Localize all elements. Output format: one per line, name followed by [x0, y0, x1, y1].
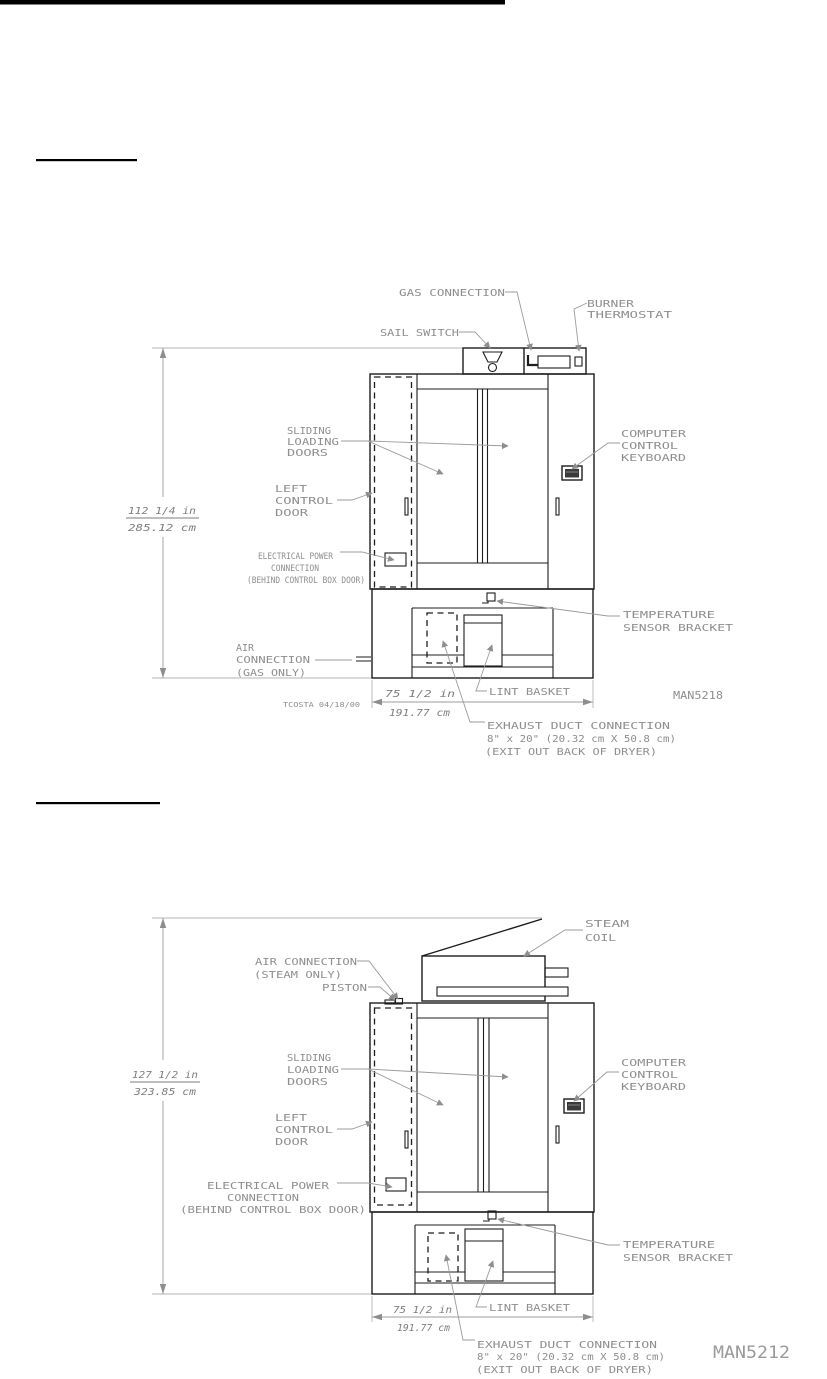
label-exhaust-duct: EXHAUST DUCT CONNECTION: [487, 721, 670, 732]
exhaust-duct-outline: [428, 1233, 458, 1281]
label-left-control-door: LEFT: [275, 1113, 307, 1124]
d2-width-dimension: [372, 1296, 593, 1334]
label-burner-thermostat: THERMOSTAT: [587, 310, 672, 321]
duct-diagonal: [422, 919, 542, 956]
label-sail-switch: SAIL SWITCH: [380, 328, 459, 339]
drawing-code-man5212: MAN5212: [713, 1343, 790, 1363]
sail-switch-funnel: [483, 352, 502, 362]
label-sliding-doors: DOORS: [287, 1077, 328, 1088]
left-control-door-outline: [375, 1008, 412, 1205]
label-left-control-door: DOOR: [275, 1137, 310, 1148]
label-temperature-sensor: TEMPERATURE: [623, 1240, 715, 1251]
gas-pipe: [528, 355, 538, 365]
label-lint-basket: LINT BASKET: [489, 687, 570, 698]
label-air-connection: CONNECTION: [236, 655, 310, 666]
label-air-connection: (STEAM ONLY): [254, 970, 342, 981]
door-handle: [405, 1131, 408, 1148]
label-electrical-power: (BEHIND CONTROL BOX DOOR): [180, 1205, 366, 1216]
steam-dryer-diagram: [122, 918, 790, 1376]
electrical-connection-box: [386, 1178, 406, 1191]
label-sliding-doors: LOADING: [287, 437, 339, 448]
label-sliding-doors: SLIDING: [287, 426, 331, 437]
label-sliding-doors: LOADING: [287, 1065, 339, 1076]
d2-cabinet: [370, 1003, 594, 1212]
d1-height-in: 112 1/4 in: [128, 506, 196, 517]
label-left-control-door: CONTROL: [275, 1125, 333, 1136]
label-burner-thermostat: BURNER: [587, 299, 636, 310]
label-computer-keyboard: CONTROL: [621, 1070, 678, 1081]
burner-body: [538, 356, 570, 368]
door-handle: [405, 498, 408, 515]
lint-basket-box: [465, 1229, 503, 1281]
door-handle: [556, 1126, 559, 1143]
label-air-connection: (GAS ONLY): [236, 668, 306, 679]
d2-base: [372, 1211, 593, 1294]
label-air-connection: AIR: [236, 643, 255, 654]
d1-cabinet: [370, 374, 594, 589]
label-temperature-sensor: TEMPERATURE: [623, 610, 715, 621]
label-steam-coil: STEAM: [585, 919, 629, 930]
steam-coil-tray: [437, 987, 568, 996]
label-temperature-sensor: SENSOR BRACKET: [623, 623, 733, 634]
sail-switch-ball: [489, 364, 497, 372]
label-computer-keyboard: COMPUTER: [621, 1058, 688, 1069]
temperature-sensor-bracket-part: [487, 593, 495, 601]
label-computer-keyboard: KEYBOARD: [621, 453, 686, 464]
d2-height-cm: 323.85 cm: [132, 1087, 196, 1098]
label-exhaust-duct: (EXIT OUT BACK OF DRYER): [485, 747, 657, 758]
label-electrical-power: (BEHIND CONTROL BOX DOOR): [247, 576, 365, 586]
label-computer-keyboard: COMPUTER: [621, 429, 688, 440]
label-computer-keyboard: CONTROL: [621, 441, 678, 452]
label-electrical-power: ELECTRICAL POWER: [258, 552, 334, 562]
label-exhaust-duct: (EXIT OUT BACK OF DRYER): [476, 1365, 653, 1376]
computer-keyboard-icon: [564, 1099, 584, 1113]
label-sliding-doors: DOORS: [287, 448, 328, 459]
label-exhaust-duct: EXHAUST DUCT CONNECTION: [477, 1340, 657, 1351]
drafter-stamp: TCOSTA 04/18/00: [283, 701, 360, 709]
d1-height-cm: 285.12 cm: [128, 523, 196, 534]
d1-width-in: 75 1/2 in: [385, 689, 455, 700]
label-left-control-door: CONTROL: [275, 496, 333, 507]
label-left-control-door: LEFT: [275, 484, 307, 495]
section1-heading-underline: [36, 159, 137, 161]
d1-width-cm: 191.77 cm: [389, 708, 450, 719]
label-temperature-sensor: SENSOR BRACKET: [623, 1253, 733, 1264]
steam-pipe: [545, 968, 568, 977]
label-gas-connection: GAS CONNECTION: [399, 288, 505, 299]
electrical-connection-box: [385, 553, 406, 566]
label-left-control-door: DOOR: [275, 508, 310, 519]
label-exhaust-duct: 8" x 20" (20.32 cm X 50.8 cm): [477, 1352, 665, 1363]
air-connection-stub: [356, 657, 371, 661]
label-electrical-power: ELECTRICAL POWER: [207, 1181, 331, 1192]
d2-width-cm: 191.77 cm: [397, 1323, 450, 1334]
label-steam-coil: COIL: [585, 933, 616, 944]
burner-thermostat-part: [575, 357, 582, 366]
door-handle: [556, 498, 559, 515]
d1-burner-box: [463, 348, 586, 374]
label-electrical-power: CONNECTION: [271, 564, 319, 574]
top-border-rule: [0, 0, 505, 5]
label-sliding-doors: SLIDING: [287, 1053, 331, 1064]
computer-keyboard-icon: [562, 466, 582, 480]
label-piston: PISTON: [322, 983, 367, 994]
d1-width-dimension: [372, 680, 593, 719]
d1-base: [356, 589, 593, 678]
section2-heading-underline: [36, 802, 160, 804]
label-computer-keyboard: KEYBOARD: [621, 1082, 686, 1093]
d1-labels: [236, 288, 733, 758]
drawing-code-man5218: MAN5218: [673, 690, 723, 702]
gas-dryer-diagram: [122, 288, 733, 758]
label-air-connection: AIR CONNECTION: [255, 957, 357, 968]
d2-steam-coil: [385, 919, 568, 1004]
d2-width-in: 75 1/2 in: [393, 1305, 452, 1316]
d2-height-in: 127 1/2 in: [132, 1070, 198, 1081]
label-exhaust-duct: 8" x 20" (20.32 cm X 50.8 cm): [487, 734, 676, 745]
label-lint-basket: LINT BASKET: [489, 1303, 570, 1314]
label-electrical-power: CONNECTION: [227, 1193, 299, 1204]
